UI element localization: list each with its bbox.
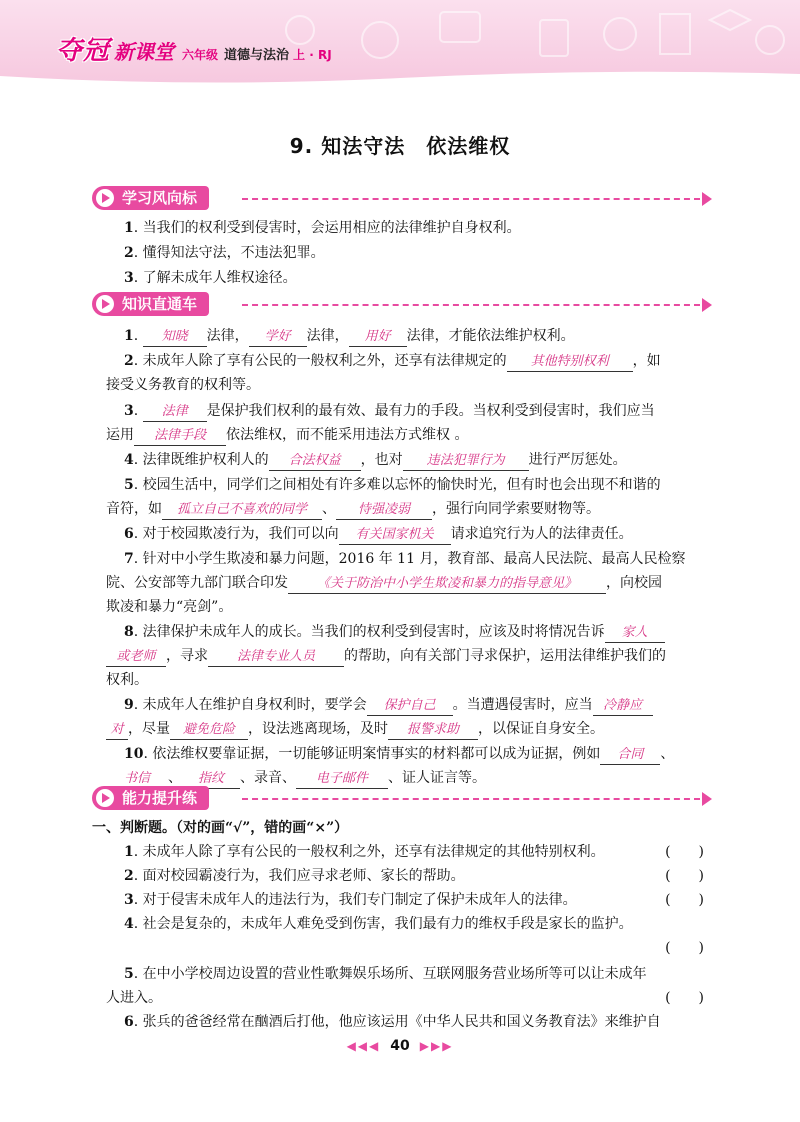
knowledge-item-10: 10. 依法维权要靠证据，一切能够证明案情事实的材料都可以成为证据，例如 合同 、 xyxy=(124,744,724,765)
judge-item-3: 3. 对于侵害未成年人的违法行为，我们专门制定了保护未成年人的法律。 xyxy=(124,892,577,908)
knowledge-item-5: 5. 校园生活中，同学们之间相处有许多难以忘怀的愉快时光，但有时也会出现不和谐的 xyxy=(124,477,661,493)
knowledge-item-7-cont2: 欺凌和暴力“亮剑”。 xyxy=(106,599,233,615)
answer-blank: 知晓 xyxy=(143,328,207,347)
arrows-left-icon: ◀◀◀ xyxy=(346,1039,381,1053)
section-goals xyxy=(92,186,712,212)
answer-blank: 用好 xyxy=(349,328,407,347)
answer-blank: 法律手段 xyxy=(134,427,226,446)
answer-blank: 冷静应 xyxy=(593,697,653,716)
knowledge-item-1: 1. 知晓 法律， 学好 法律， 用好 法律，才能依法维护权利。 xyxy=(124,326,724,347)
answer-blank: 违法犯罪行为 xyxy=(403,452,529,471)
knowledge-item-9: 9. 未成年人在维护自身权利时，要学会 保护自己 。当遭遇侵害时，应当 冷静应 xyxy=(124,695,724,716)
knowledge-item-2-cont: 接受义务教育的权利等。 xyxy=(106,377,260,393)
version-label: 上 · RJ xyxy=(293,48,332,62)
brand-sub: 新课堂 xyxy=(114,40,175,64)
answer-blank: 合同 xyxy=(600,746,660,765)
judge-item-2: 2. 面对校园霸凌行为，我们应寻求老师、家长的帮助。 xyxy=(124,868,465,884)
answer-blank: 避免危险 xyxy=(170,721,248,740)
dashed-divider xyxy=(242,304,700,306)
answer-blank: 家人 xyxy=(605,624,665,643)
lesson-title: 9. 知法守法 依法维权 xyxy=(289,134,511,158)
knowledge-item-10-cont: 书信 、 指纹 、录音、 电子邮件 、证人证言等。 xyxy=(106,768,706,789)
judge-item-4: 4. 社会是复杂的，未成年人难免受到伤害，我们最有力的维权手段是家长的监护。 xyxy=(124,916,633,932)
answer-paren: ( ) xyxy=(665,990,704,1006)
banner-wave xyxy=(0,68,800,88)
dashed-divider xyxy=(242,198,700,200)
answer-blank: 孤立自己不喜欢的同学 xyxy=(162,501,322,520)
answer-blank: 合法权益 xyxy=(269,452,361,471)
brand xyxy=(56,30,332,67)
play-icon xyxy=(96,295,114,313)
answer-blank: 报警求助 xyxy=(388,721,478,740)
arrow-right-icon xyxy=(702,192,712,206)
goal-item: 3. 了解未成年人维权途径。 xyxy=(124,270,297,286)
answer-blank: 法律专业人员 xyxy=(208,648,344,667)
knowledge-item-8-cont: 或老师 ，寻求 法律专业人员 的帮助，向有关部门寻求保护，运用法律维护我们的 xyxy=(106,646,706,667)
dashed-divider xyxy=(242,798,700,800)
answer-blank: 有关国家机关 xyxy=(339,526,451,545)
subject-label: 道德与法治 xyxy=(224,48,290,63)
answer-blank: 《关于防治中小学生欺凌和暴力的指导意见》 xyxy=(288,575,606,594)
play-icon xyxy=(96,789,114,807)
answer-blank: 电子邮件 xyxy=(296,770,388,789)
knowledge-item-2: 2. 未成年人除了享有公民的一般权利之外，还享有法律规定的 其他特别权利 ，如 xyxy=(124,351,724,372)
answer-blank: 保护自己 xyxy=(367,697,453,716)
practice-heading: 一、判断题。（对的画“√”，错的画“×”） xyxy=(92,820,349,836)
answer-blank: 或老师 xyxy=(106,648,166,667)
arrow-right-icon xyxy=(702,792,712,806)
answer-blank: 学好 xyxy=(249,328,307,347)
section-knowledge xyxy=(92,292,712,318)
knowledge-item-7: 7. 针对中小学生欺凌和暴力问题，2016 年 11 月，教育部、最高人民法院、最高人民检察 xyxy=(124,551,686,567)
play-icon xyxy=(96,189,114,207)
knowledge-item-8: 8. 法律保护未成年人的成长。当我们的权利受到侵害时，应该及时将情况告诉 家人 xyxy=(124,622,724,643)
arrows-right-icon: ▶▶▶ xyxy=(419,1039,454,1053)
knowledge-item-9-cont: 对 ，尽量 避免危险 ，设法逃离现场，及时 报警求助 ，以保证自身安全。 xyxy=(106,719,706,740)
answer-blank: 恃强凌弱 xyxy=(336,501,432,520)
judge-item-5: 5. 在中小学校周边设置的营业性歌舞娱乐场所、互联网服务营业场所等可以让未成年 xyxy=(124,966,647,982)
knowledge-item-7-cont: 院、公安部等九部门联合印发 《关于防治中小学生欺凌和暴力的指导意见》 ，向校园 xyxy=(106,573,706,594)
answer-blank: 书信 xyxy=(106,770,168,789)
answer-blank: 其他特别权利 xyxy=(507,353,633,372)
section-goals-label: 学习风向标 xyxy=(92,186,209,210)
judge-item-6: 6. 张兵的爸爸经常在酗酒后打他，他应该运用《中华人民共和国义务教育法》来维护自 xyxy=(124,1014,661,1030)
goal-item: 2. 懂得知法守法，不违法犯罪。 xyxy=(124,245,325,261)
knowledge-item-3: 3. 法律 是保护我们权利的最有效、最有力的手段。当权利受到侵害时，我们应当 xyxy=(124,401,724,422)
answer-blank: 法律 xyxy=(143,403,207,422)
brand-main: 夺冠 xyxy=(56,36,111,66)
section-knowledge-label: 知识直通车 xyxy=(92,292,209,316)
knowledge-item-8-cont2: 权利。 xyxy=(106,672,148,688)
page-footer xyxy=(0,1038,800,1054)
answer-paren: ( ) xyxy=(665,868,704,884)
section-practice-label: 能力提升练 xyxy=(92,786,209,810)
answer-blank: 指纹 xyxy=(182,770,240,789)
answer-blank: 对 xyxy=(106,721,128,740)
answer-paren: ( ) xyxy=(665,892,704,908)
knowledge-item-4: 4. 法律既维护权利人的 合法权益 ，也对 违法犯罪行为 进行严厉惩处。 xyxy=(124,450,724,471)
knowledge-item-5-cont: 音符，如 孤立自己不喜欢的同学 、 恃强凌弱 ，强行向同学索要财物等。 xyxy=(106,499,706,520)
header-banner xyxy=(0,0,800,88)
goal-item: 1. 当我们的权利受到侵害时，会运用相应的法律维护自身权利。 xyxy=(124,220,521,236)
section-practice xyxy=(92,786,712,812)
answer-paren: ( ) xyxy=(665,844,704,860)
knowledge-item-6: 6. 对于校园欺凌行为，我们可以向 有关国家机关 请求追究行为人的法律责任。 xyxy=(124,524,724,545)
answer-paren: ( ) xyxy=(665,940,704,956)
grade-label: 六年级 xyxy=(182,48,219,62)
knowledge-item-3-cont: 运用 法律手段 依法维权，而不能采用违法方式维权 。 xyxy=(106,425,706,446)
judge-item-1: 1. 未成年人除了享有公民的一般权利之外，还享有法律规定的其他特别权利。 xyxy=(124,844,605,860)
page-number: 40 xyxy=(390,1038,410,1054)
arrow-right-icon xyxy=(702,298,712,312)
judge-item-5-cont: 人进入。 xyxy=(106,990,162,1006)
